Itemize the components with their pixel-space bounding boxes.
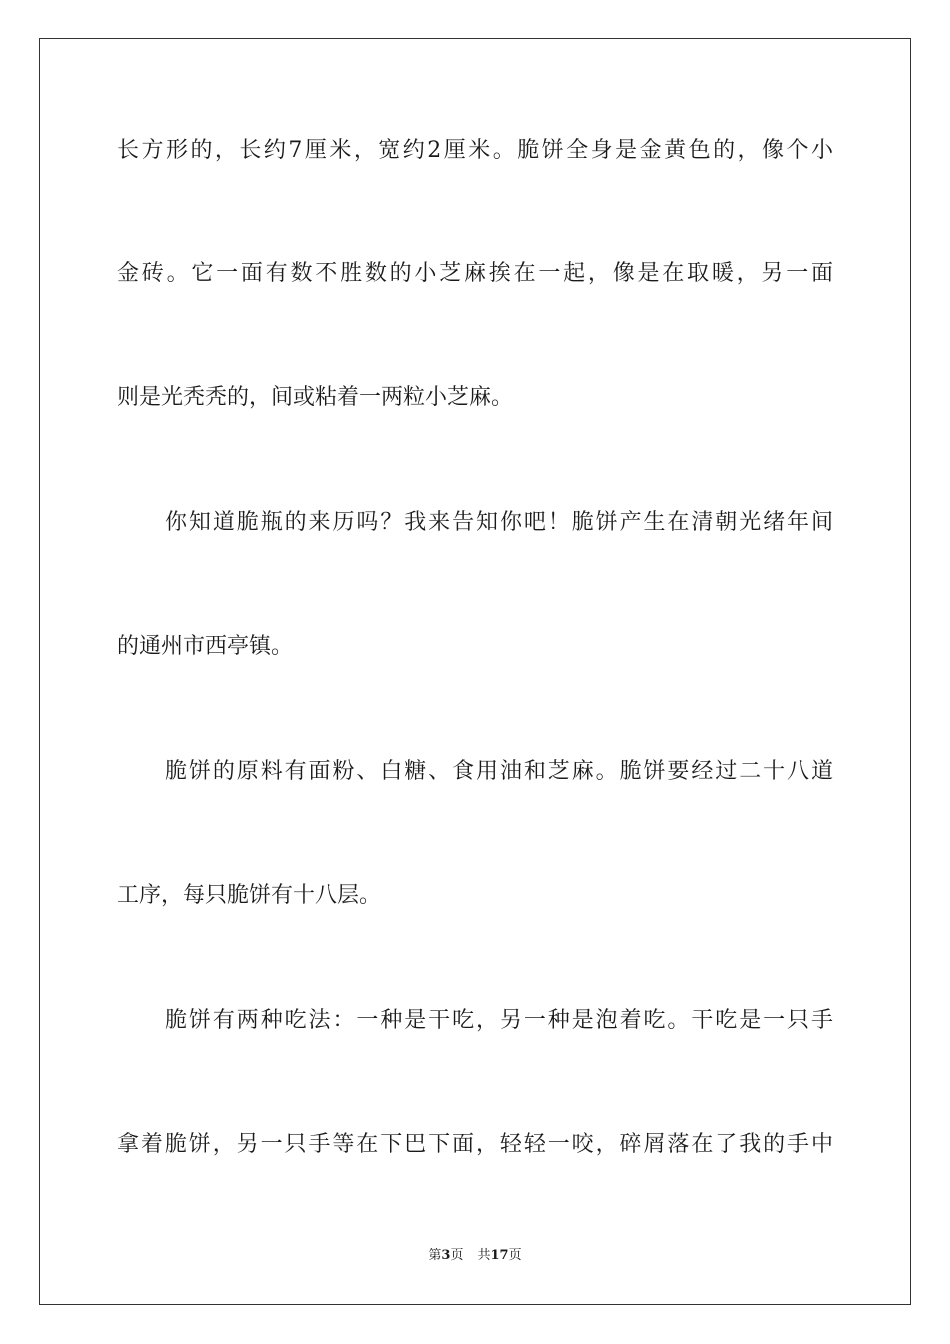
body-line-6: 脆饼的原料有面粉、白糖、食用油和芝麻。脆饼要经过二十八道 bbox=[165, 759, 833, 784]
body-line-8: 脆饼有两种吃法：一种是干吃，另一种是泡着吃。干吃是一只手 bbox=[165, 1008, 833, 1033]
total-pages: 17 bbox=[490, 1248, 509, 1263]
total-label-prefix: 共 bbox=[477, 1248, 491, 1263]
body-line-7: 工序，每只脆饼有十八层。 bbox=[117, 883, 382, 908]
body-line-2: 金砖。它一面有数不胜数的小芝麻挨在一起，像是在取暖，另一面 bbox=[117, 261, 833, 286]
page-number: 3 bbox=[441, 1248, 451, 1263]
page-footer bbox=[0, 1247, 950, 1265]
total-label-suffix: 页 bbox=[508, 1248, 522, 1263]
body-line-1: 长方形的，长约7厘米，宽约2厘米。脆饼全身是金黄色的，像个小 bbox=[117, 138, 833, 163]
page-label-suffix: 页 bbox=[450, 1248, 464, 1263]
page-border bbox=[39, 38, 911, 1305]
page-label-prefix: 第 bbox=[428, 1248, 442, 1263]
body-line-5: 的通州市西亭镇。 bbox=[117, 634, 294, 659]
body-line-3: 则是光秃秃的，间或粘着一两粒小芝麻。 bbox=[117, 385, 514, 410]
body-line-4: 你知道脆瓶的来历吗？我来告知你吧！脆饼产生在清朝光绪年间 bbox=[165, 510, 833, 535]
body-line-9: 拿着脆饼，另一只手等在下巴下面，轻轻一咬，碎屑落在了我的手中 bbox=[117, 1132, 833, 1157]
